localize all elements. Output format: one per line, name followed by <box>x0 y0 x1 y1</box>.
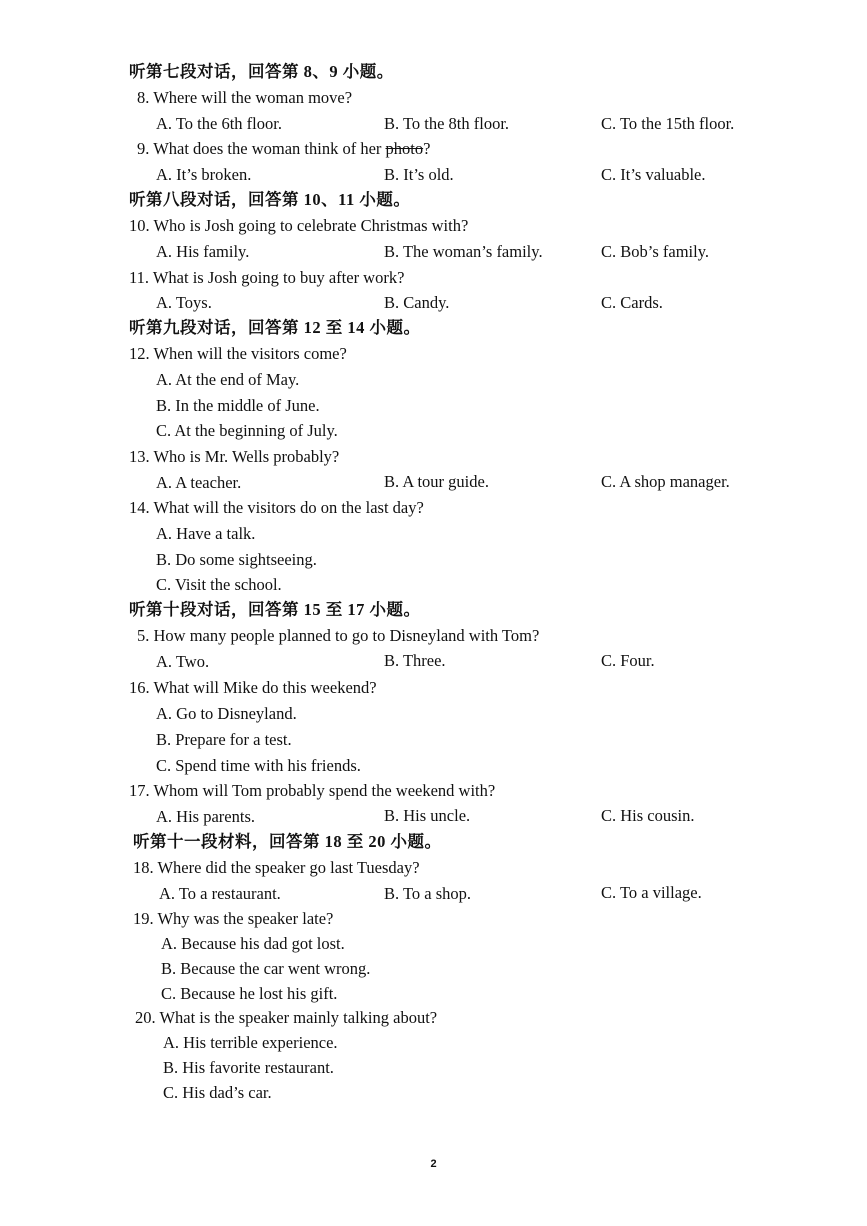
option-12a: A. At the end of May. <box>156 370 300 389</box>
question-12: 12. When will the visitors come? <box>129 344 347 363</box>
option-17c: C. His cousin. <box>601 806 695 825</box>
option-17b: B. His uncle. <box>384 806 471 825</box>
option-10a: A. His family. <box>156 242 250 261</box>
question-17: 17. Whom will Tom probably spend the weekend with? <box>129 781 496 800</box>
option-10b: B. The woman’s family. <box>384 242 543 261</box>
question-16: 16. What will Mike do this weekend? <box>129 678 377 697</box>
option-9c: C. It’s valuable. <box>601 165 706 184</box>
option-16b: B. Prepare for a test. <box>156 730 292 749</box>
question-9-struck-word: photo <box>385 139 424 158</box>
option-8a: A. To the 6th floor. <box>156 114 282 133</box>
option-19b: B. Because the car went wrong. <box>161 959 371 978</box>
section-heading-7: 听第七段对话，回答第 8、9 小题。 <box>129 62 394 81</box>
section-heading-9: 听第九段对话，回答第 12 至 14 小题。 <box>129 318 421 337</box>
question-15: 5. How many people planned to go to Disneyland with Tom? <box>137 626 540 645</box>
page-number: 2 <box>430 1158 437 1170</box>
option-9a: A. It’s broken. <box>156 165 252 184</box>
option-20c: C. His dad’s car. <box>163 1083 272 1102</box>
option-13a: A. A teacher. <box>156 473 242 492</box>
option-11a: A. Toys. <box>156 293 212 312</box>
option-15a: A. Two. <box>156 652 210 671</box>
question-8: 8. Where will the woman move? <box>137 88 353 107</box>
option-12c: C. At the beginning of July. <box>156 421 338 440</box>
option-11c: C. Cards. <box>601 293 663 312</box>
option-19c: C. Because he lost his gift. <box>161 984 338 1003</box>
question-9-mark: ? <box>423 139 431 158</box>
option-14c: C. Visit the school. <box>156 575 282 594</box>
option-20b: B. His favorite restaurant. <box>163 1058 334 1077</box>
option-18a: A. To a restaurant. <box>159 884 281 903</box>
question-18: 18. Where did the speaker go last Tuesday? <box>133 858 420 877</box>
option-19a: A. Because his dad got lost. <box>161 934 345 953</box>
option-17a: A. His parents. <box>156 807 255 826</box>
question-9 <box>137 139 430 159</box>
section-heading-11: 听第十一段材料，回答第 18 至 20 小题。 <box>133 832 442 851</box>
option-14a: A. Have a talk. <box>156 524 256 543</box>
option-9b: B. It’s old. <box>384 165 454 184</box>
question-20: 20. What is the speaker mainly talking about? <box>135 1008 438 1027</box>
option-15b: B. Three. <box>384 651 446 670</box>
question-13: 13. Who is Mr. Wells probably? <box>129 447 340 466</box>
question-14: 14. What will the visitors do on the last day? <box>129 498 424 517</box>
option-18b: B. To a shop. <box>384 884 472 903</box>
option-20a: A. His terrible experience. <box>163 1033 338 1052</box>
option-13b: B. A tour guide. <box>384 472 489 491</box>
option-8c: C. To the 15th floor. <box>601 114 735 133</box>
option-13c: C. A shop manager. <box>601 472 730 491</box>
section-heading-8: 听第八段对话，回答第 10、11 小题。 <box>129 190 411 209</box>
question-10: 10. Who is Josh going to celebrate Christmas with? <box>129 216 469 235</box>
option-16c: C. Spend time with his friends. <box>156 756 361 775</box>
option-12b: B. In the middle of June. <box>156 396 320 415</box>
option-16a: A. Go to Disneyland. <box>156 704 297 723</box>
option-18c: C. To a village. <box>601 883 702 902</box>
option-10c: C. Bob’s family. <box>601 242 710 261</box>
option-11b: B. Candy. <box>384 293 450 312</box>
option-8b: B. To the 8th floor. <box>384 114 510 133</box>
section-heading-10: 听第十段对话，回答第 15 至 17 小题。 <box>129 600 421 619</box>
option-14b: B. Do some sightseeing. <box>156 550 317 569</box>
option-15c: C. Four. <box>601 651 655 670</box>
question-9-text: 9. What does the woman think of her <box>137 139 386 158</box>
question-19: 19. Why was the speaker late? <box>133 909 334 928</box>
question-11: 11. What is Josh going to buy after work? <box>129 268 405 287</box>
